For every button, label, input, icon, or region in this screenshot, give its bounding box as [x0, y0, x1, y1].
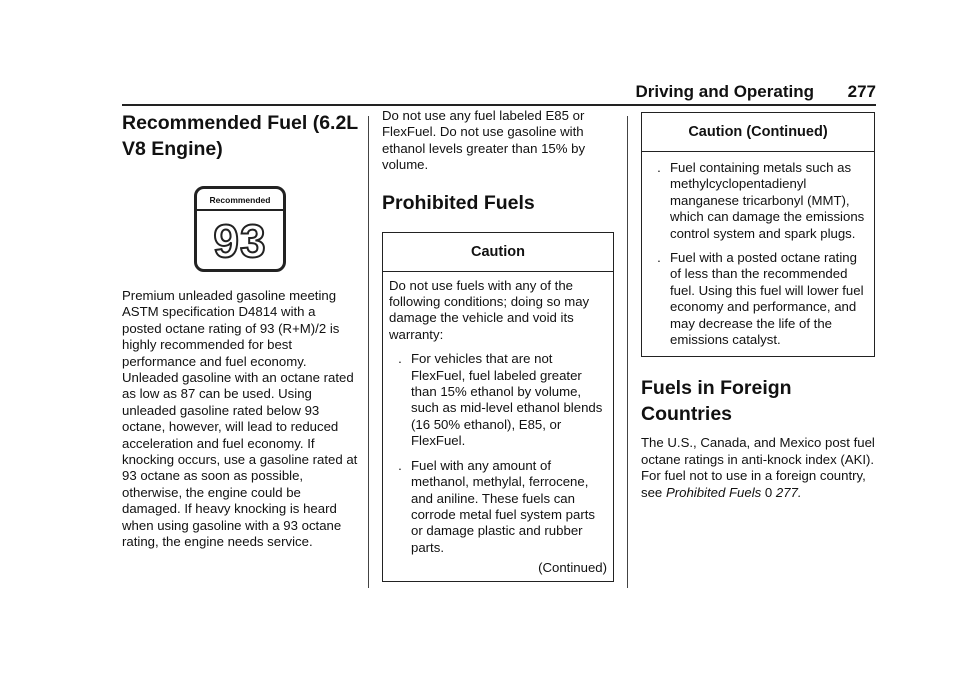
badge-label: Recommended — [209, 195, 271, 205]
bullet-mark: . — [657, 160, 661, 175]
caution-body — [383, 272, 613, 581]
bullet-mark: . — [657, 250, 661, 266]
bullet-text: For vehicles that are not FlexFuel, fuel labeled greater than 15% ethanol by volume, such as mid-level ethanol blends (16 50% ethanol), E85, or FlexFuel. — [411, 351, 603, 449]
column-3 — [641, 112, 875, 501]
page-ref-number[interactable]: 277. — [775, 484, 802, 500]
list-item — [648, 160, 868, 242]
caution-title: Caution (Continued) — [642, 113, 874, 152]
foreign-fuels-paragraph — [641, 435, 875, 501]
caution-body — [642, 152, 874, 356]
page-ref-symbol: 0 — [764, 484, 773, 500]
heading-prohibited-fuels: Prohibited Fuels — [382, 191, 535, 214]
page-number: 277 — [847, 82, 876, 101]
octane-badge-area — [122, 186, 358, 282]
bullet-mark: . — [398, 457, 402, 473]
column-1 — [122, 110, 358, 551]
heading-foreign-fuels: Fuels in Foreign Countries — [641, 377, 792, 426]
column-divider — [368, 116, 369, 588]
section-title: Driving and Operating — [635, 82, 814, 101]
column-2 — [382, 108, 614, 582]
heading-recommended-fuel: Recommended Fuel (6.2L V8 Engine) — [122, 112, 358, 160]
bullet-mark: . — [398, 351, 402, 367]
list-item — [389, 351, 607, 449]
badge-number: 93 — [213, 215, 267, 267]
fuel-paragraph: Premium unleaded gasoline meeting ASTM specification D4814 with a posted octane rating of 93 (R+M)/2 is highly recommended for best performance and fuel economy. Unleaded gasoline with an octane rated as low as 87 can be used. Using unleaded gasoline rated below 93 octane, however, will lead to reduced acceleration and fuel economy. If knocking occurs, use a gasoline rated at 93 octane as soon as possible, otherwise, the engine could be damaged. If heavy knocking is heard when using gasoline with a 93 octane rating, the engine needs service. — [122, 288, 358, 550]
header-rule — [122, 104, 876, 106]
bullet-text: Fuel with a posted octane rating of less than the recommended fuel. Using this fuel will lower fuel economy and performance, and may decrease the life of the emissions catalyst. — [670, 250, 864, 348]
e85-warning-text: Do not use any fuel labeled E85 or FlexFuel. Do not use gasoline with ethanol levels greater than 15% by volume. — [382, 108, 586, 173]
column-divider — [627, 116, 628, 588]
caution-title: Caution — [383, 233, 613, 272]
caution-box — [382, 232, 614, 582]
caution-box-continued — [641, 112, 875, 357]
badge-divider — [197, 209, 283, 211]
continued-label: (Continued) — [538, 560, 607, 576]
caution-intro: Do not use fuels with any of the following conditions; doing so may damage the vehicle and void its warranty: — [389, 277, 590, 342]
octane-badge — [194, 186, 286, 272]
list-item — [648, 250, 868, 348]
foreign-fuels-text: The U.S., Canada, and Mexico post fuel octane ratings in anti-knock index (AKI). For fuel not to use in a foreign country, see — [641, 435, 875, 500]
bullet-text: Fuel containing metals such as methylcyclopentadienyl manganese tricarbonyl (MMT), which can damage the emissions control system and spark plugs. — [670, 160, 865, 241]
list-item — [389, 458, 607, 556]
bullet-text: Fuel with any amount of methanol, methylal, ferrocene, and aniline. These fuels can corrode metal fuel system parts or damage plastic and rubber parts. — [411, 457, 595, 555]
prohibited-fuels-link[interactable]: Prohibited Fuels — [665, 484, 762, 500]
page-header — [122, 82, 876, 104]
